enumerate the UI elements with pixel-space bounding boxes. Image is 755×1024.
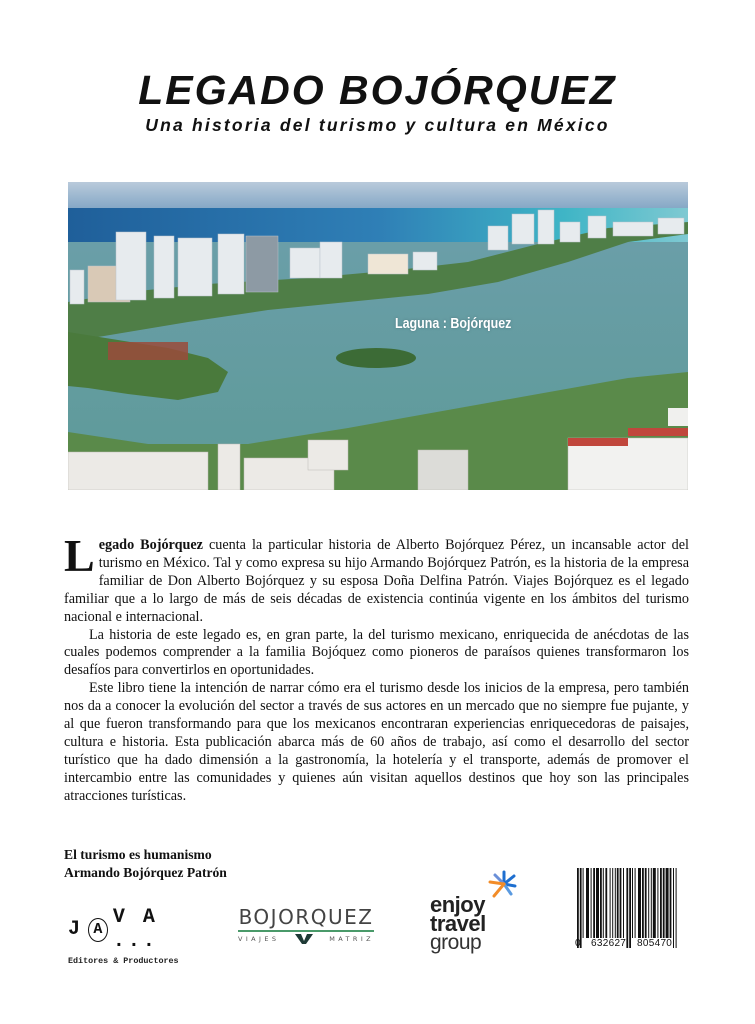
barcode-bar [577,868,579,948]
signature-author: Armando Bojórquez Patrón [64,865,227,880]
barcode-bar [586,868,589,938]
barcode-bar [651,868,652,938]
barcode-bar [591,868,592,938]
enjoy-logo-line1: enjoy [430,892,485,917]
barcode-first-digit: 0 [575,938,581,949]
barcode-bar [626,868,628,948]
barcode-bar [653,868,656,938]
enjoy-logo-line2: travel [430,911,486,936]
barcode-bar [670,868,672,938]
barcode-bar [645,868,647,938]
barcode-group-2: 805470 [637,938,673,949]
barcode-bar [657,868,658,938]
barcode-bar [610,868,611,938]
barcode-bar [620,868,622,938]
barcode-bar [642,868,644,938]
barcode-bar [605,868,607,938]
signature-block [64,846,227,882]
aerial-lagoon-illustration [68,182,688,490]
cover-photo-laguna [68,182,688,490]
barcode-bar [648,868,649,938]
back-cover-synopsis [64,530,689,806]
barcode-bar [583,868,584,938]
enjoy-travel-group-logo [430,870,530,953]
bojorquez-logo-left-text: VIAJES [238,934,280,943]
barcode-group-1: 632627 [591,938,627,949]
bojorquez-logo-wordmark: BOJORQUEZ [238,905,374,929]
bojorquez-logo-right-text: MATRIZ [329,934,374,943]
barcode-bar [666,868,669,938]
bojorquez-v-mark-icon [295,934,313,944]
barcode-bar [615,868,616,938]
enjoy-logo-line3: group [430,931,482,954]
book-title: LEGADO BOJÓRQUEZ [138,67,617,113]
barcode-bar [673,868,674,948]
barcode-bar [663,868,665,938]
paragraph-1-text: cuenta la particular historia de Alberto Bojórquez Pérez, un incansable actor del turismo en México. Tal y como expresa su hijo Armando Bojórquez Patrón, es la historia de la empresa familiar de Don Alberto Bojórquez y su esposa Doña Delfina Patrón. Viajes Bojórquez es el legado familiar que a lo largo de más de seis décadas de existencia continúa vigente en los ámbitos del turismo nacional e internacional. [64,537,689,625]
enjoy-star-icon [482,870,518,900]
java-logo-rest: V A ... [112,906,158,953]
book-subtitle: Una historia del turismo y cultura en México [145,115,610,135]
paragraph-2: La historia de este legado es, en gran parte, la del turismo mexicano, enriquecida de anécdotas de las cuales podemos comprender a la familia Bojóquez como pioneros de paraísos quienes transformaron los desafíos para convertirlos en oportunidades. [64,626,689,679]
bojorquez-viajes-logo [238,906,374,944]
java-logo-subtitle: Editores & Productores [68,956,179,966]
drop-cap: L [64,530,95,581]
barcode-bar [623,868,624,938]
barcode-bar [629,868,631,948]
barcode-bar [660,868,662,938]
java-logo-j: J [68,918,84,941]
barcode-bar [617,868,619,938]
barcode-bar [600,868,602,938]
barcode-bar [638,868,641,938]
bojorquez-logo-rule [238,930,374,932]
java-editores-logo [68,906,198,966]
paragraph-3: Este libro tiene la intención de narrar cómo era el turismo desde los inicios de la empresa, pero también nos da a conocer la evolución del sector a través de sus actores en un mercado que no siempre fue pujante, y al que fueron transformando para que los mexicanos encontraran experiencias enriquecedoras de paisajes, cultura e historia. Esta publicación abarca más de 60 años de trabajo, así como el desarrollo del sector turístico que ha dado dimensión a la gastronomía, la hotelería y el transporte, además de promover el intercambio entre las comunidades y quienes aún visitan aquellos destinos que hoy son las principales atracciones turísticas. [64,680,689,804]
barcode-bar [603,868,604,938]
paragraph-1-lead: egado Bojórquez [98,537,203,553]
java-logo-circled-a: A [88,918,108,942]
signature-quote: El turismo es humanismo [64,847,212,862]
photo-caption: Laguna : Bojórquez [395,316,512,332]
barcode-bar [676,868,677,948]
barcode-bar [612,868,613,938]
barcode-bar [580,868,582,948]
barcode-bar [593,868,595,938]
barcode-bar [635,868,636,938]
barcode-bar [596,868,599,938]
paragraph-1 [64,530,689,627]
barcode-bar [632,868,633,938]
